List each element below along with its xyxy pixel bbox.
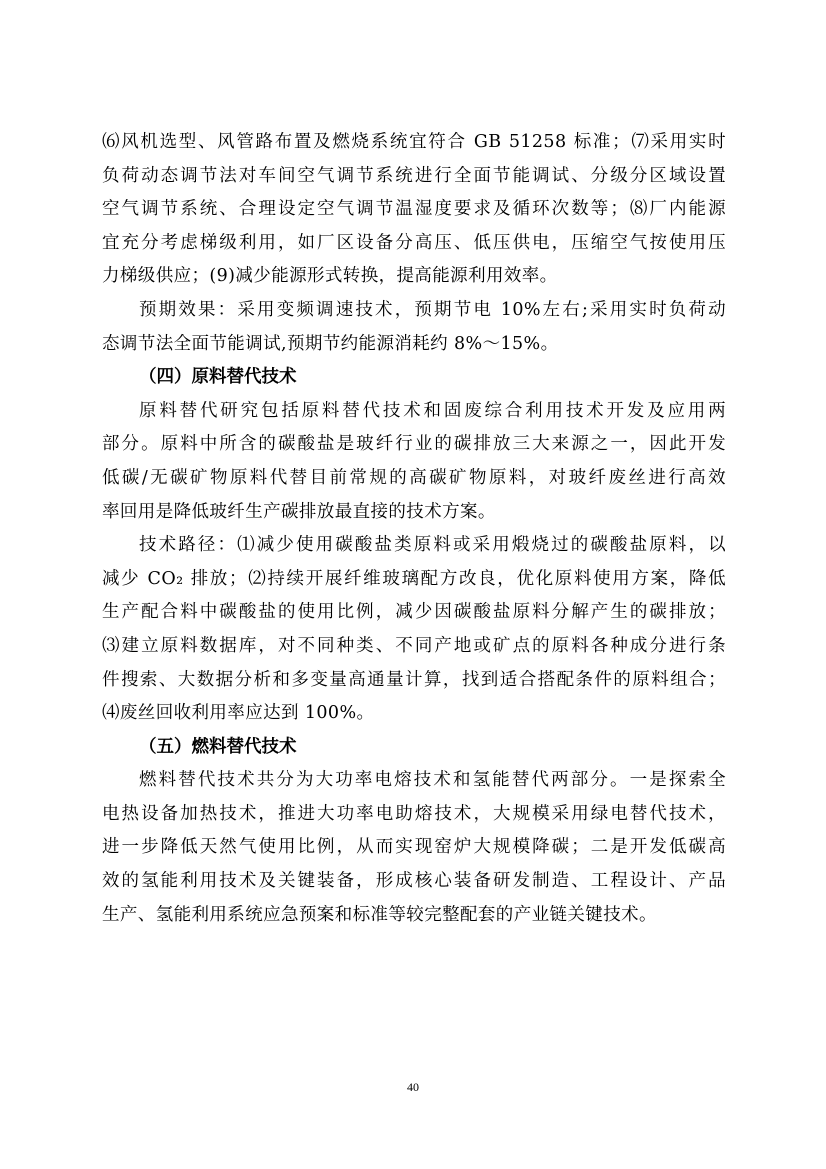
paragraph-technical-path — [102, 529, 726, 731]
text-line: 原料替代研究包括原料替代技术和固废综合利用技术开发及应用两 — [139, 400, 726, 421]
text-line: 件搜索、大数据分析和多变量高通量计算，找到适合搭配条件的原料组合； — [102, 669, 726, 690]
text-line: 燃料替代技术共分为大功率电熔技术和氢能替代两部分。一是探索全 — [139, 770, 726, 791]
body-text — [102, 126, 726, 932]
page-number: 40 — [407, 1080, 419, 1094]
text-line: 减少 CO₂ 排放；⑵持续开展纤维玻璃配方改良，优化原料使用方案，降低 — [102, 568, 726, 589]
text-line: 进一步降低天然气使用比例，从而实现窑炉大规模降碳；二是开发低碳高 — [102, 837, 726, 858]
text-line: 宜充分考虑梯级利用，如厂区设备分高压、低压供电，压缩空气按使用压 — [102, 232, 726, 253]
text-line: 率回用是降低玻纤生产碳排放最直接的技术方案。 — [102, 501, 496, 522]
section-heading-fuel: （五）燃料替代技术 — [139, 736, 297, 757]
text-line: 电热设备加热技术，推进大功率电助熔技术，大规模采用绿电替代技术， — [102, 803, 726, 824]
text-line: 空气调节系统、合理设定空气调节温湿度要求及循环次数等；⑻厂内能源 — [102, 199, 726, 220]
text-line: 低碳/无碳矿物原料代替目前常规的高碳矿物原料，对玻纤废丝进行高效 — [102, 467, 726, 488]
text-line: 态调节法全面节能调试,预期节约能源消耗约 8%～15%。 — [102, 333, 559, 354]
paragraph-expected-effect — [102, 294, 726, 361]
text-line: 生产、氢能利用系统应急预案和标准等较完整配套的产业链关键技术。 — [102, 904, 657, 925]
text-line: ⑶建立原料数据库，对不同种类、不同产地或矿点的原料各种成分进行条 — [102, 635, 726, 656]
text-line: 生产配合料中碳酸盐的使用比例，减少因碳酸盐原料分解产生的碳排放； — [102, 602, 726, 623]
text-line: ⑹风机选型、风管路布置及燃烧系统宜符合 GB 51258 标准；⑺采用实时 — [102, 132, 726, 152]
text-line: 技术路径：⑴减少使用碳酸盐类原料或采用煅烧过的碳酸盐原料，以 — [139, 535, 726, 556]
text-line: 力梯级供应；(9)减少能源形式转换，提高能源利用效率。 — [102, 266, 558, 287]
paragraph-raw-material-intro — [102, 395, 726, 529]
paragraph-energy-measures — [102, 126, 726, 294]
paragraph-fuel-replacement — [102, 764, 726, 932]
text-line: 效的氢能利用技术及关键装备，形成核心装备研发制造、工程设计、产品 — [102, 871, 726, 892]
text-line: ⑷废丝回收利用率应达到 100%。 — [102, 703, 375, 724]
text-line: 预期效果：采用变频调速技术，预期节电 10%左右;采用实时负荷动 — [139, 299, 726, 320]
text-line: 负荷动态调节法对车间空气调节系统进行全面节能调试、分级分区域设置 — [102, 165, 726, 186]
text-line: 部分。原料中所含的碳酸盐是玻纤行业的碳排放三大来源之一，因此开发 — [102, 434, 726, 455]
section-heading-raw-material: （四）原料替代技术 — [139, 367, 297, 388]
